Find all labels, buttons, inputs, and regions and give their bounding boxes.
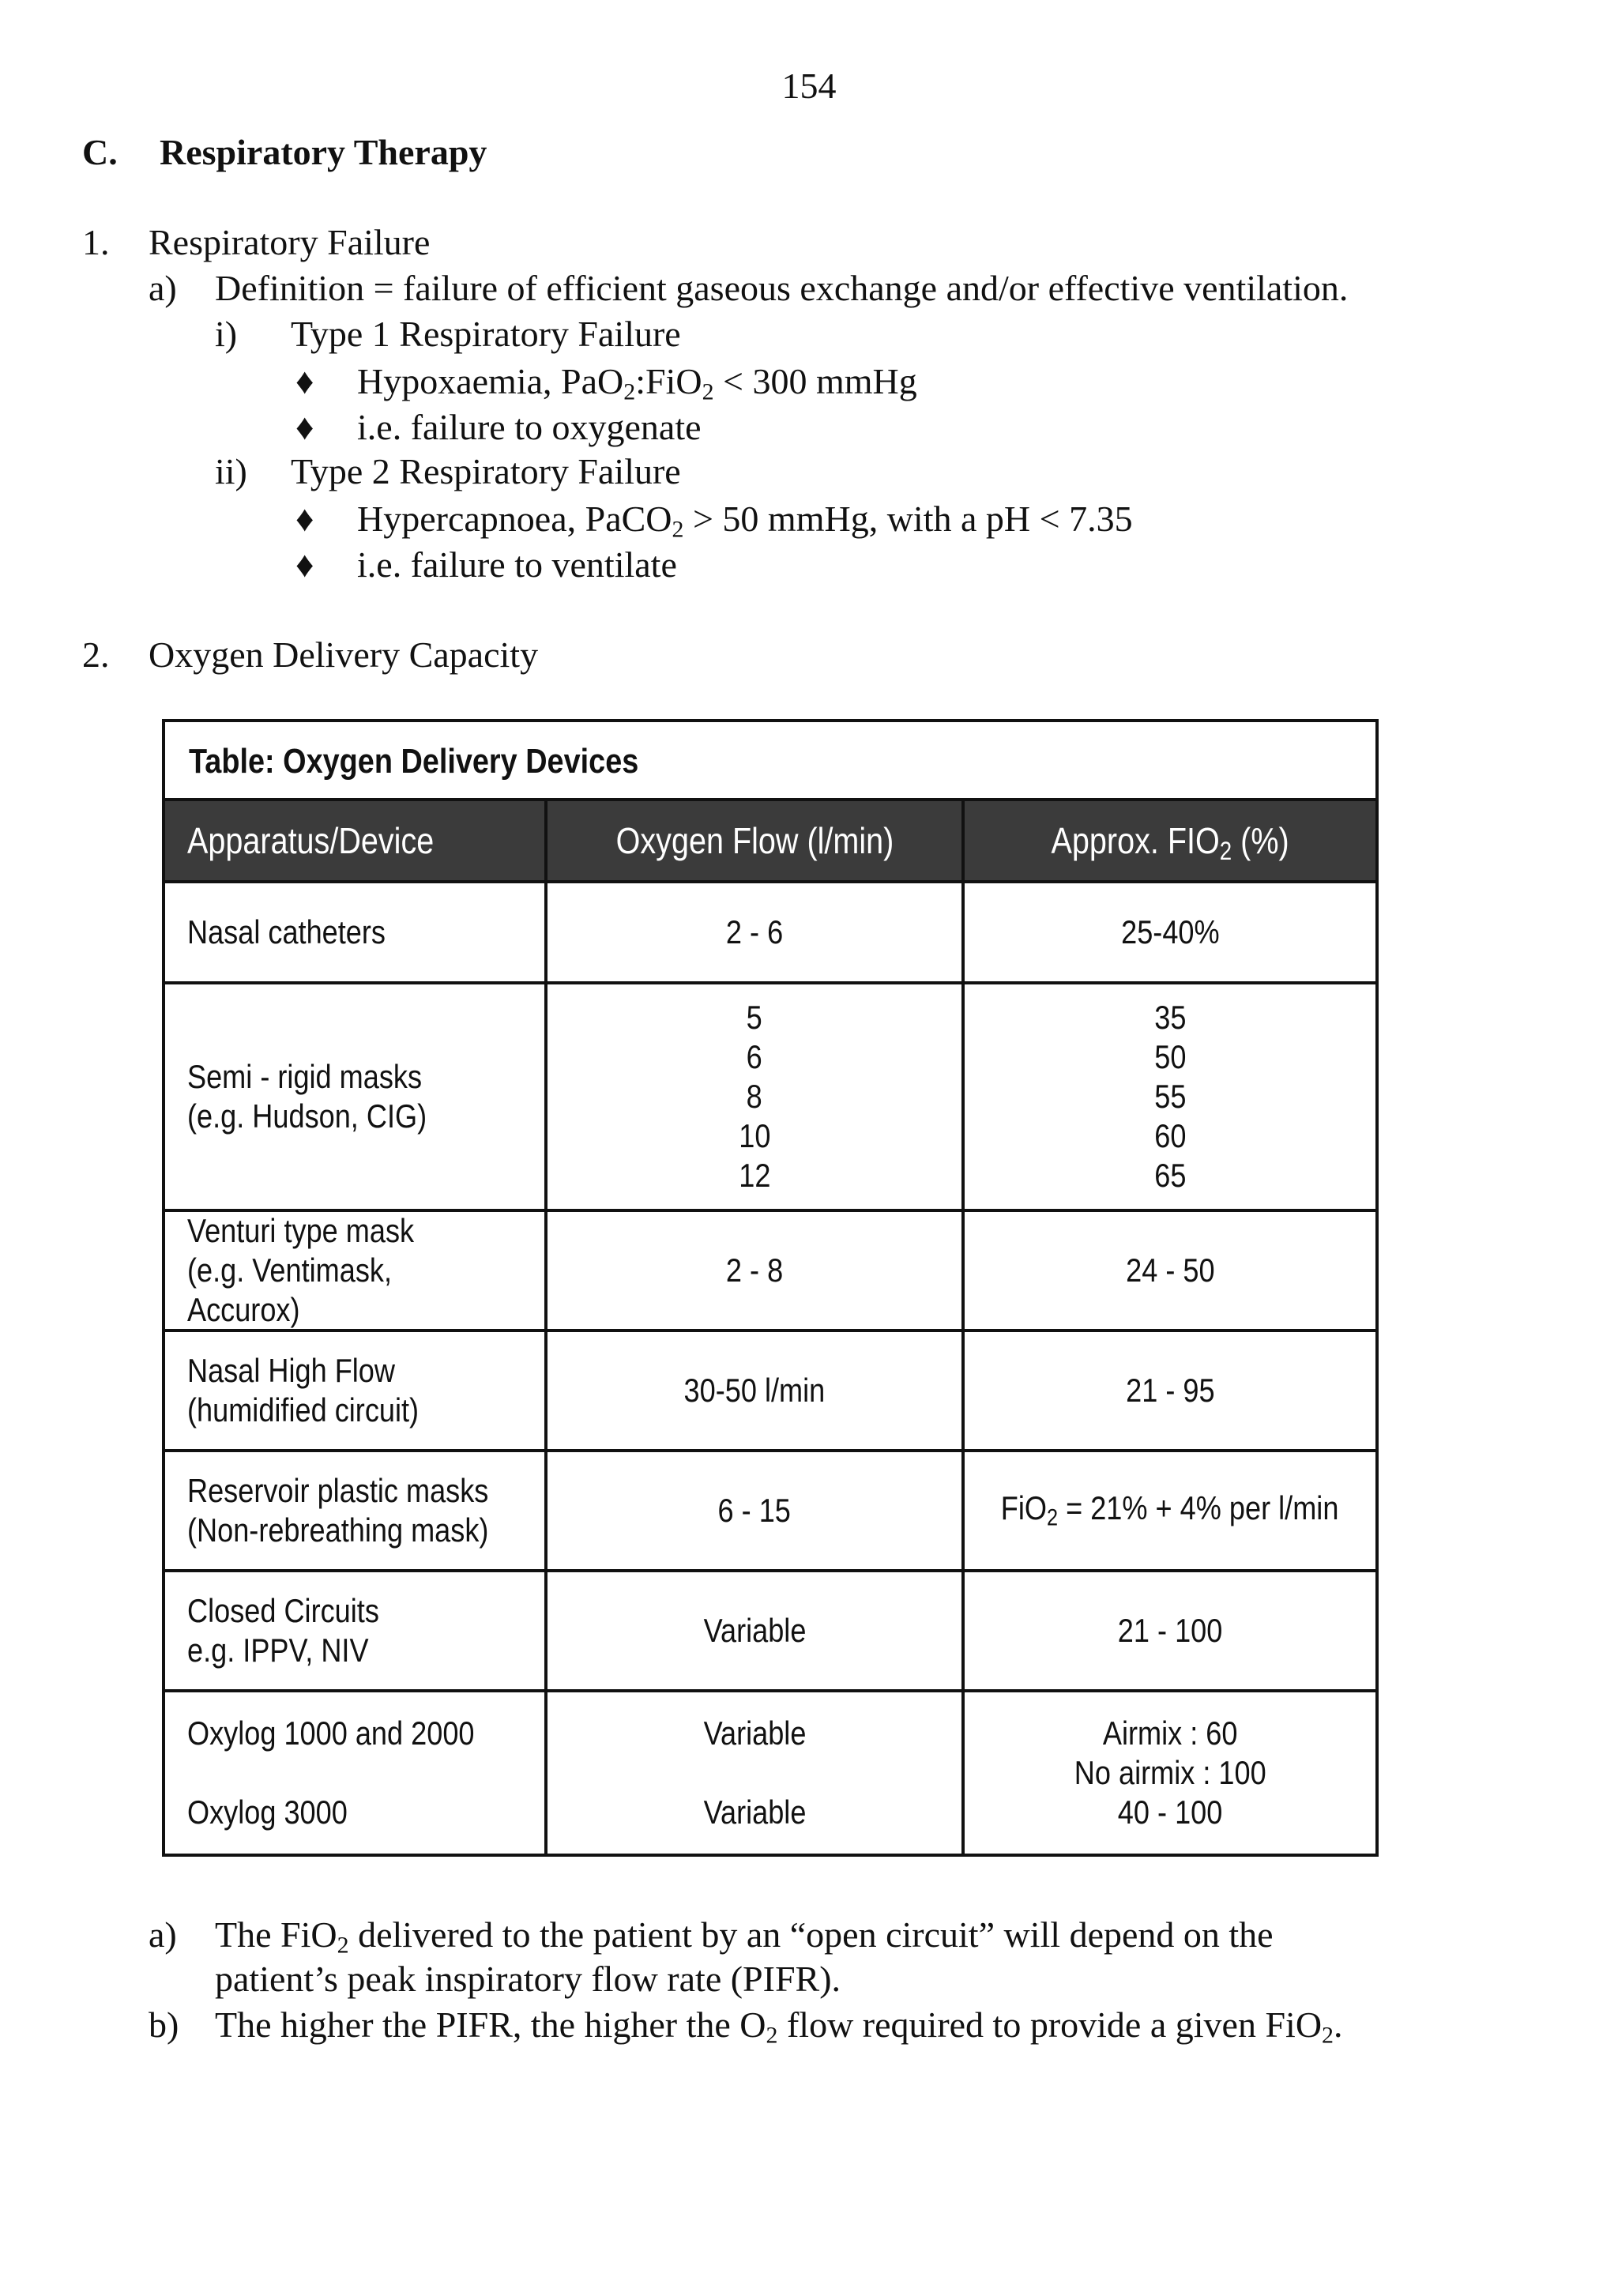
- type2-title: Type 2 Respiratory Failure: [291, 451, 681, 491]
- type2-label: ii): [215, 451, 247, 491]
- note-a-label: a): [149, 1914, 177, 1955]
- diamond-bullet-icon: ♦: [295, 361, 314, 401]
- item1-title: Respiratory Failure: [149, 222, 431, 262]
- type2-bullet2: ♦ i.e. failure to ventilate: [295, 542, 677, 588]
- type1-heading: [215, 311, 681, 357]
- section-title: Respiratory Therapy: [160, 132, 487, 172]
- table-row: Closed Circuits e.g. IPPV, NIV Variable 21 - 100: [187, 1592, 1223, 1669]
- table-row: Oxylog 1000 and 2000 Oxylog 3000 Variable Variable Airmix : 60 No airmix : 100 40 - 100: [187, 1714, 1266, 1831]
- table-header-row: [165, 801, 1375, 883]
- header-device: Apparatus/Device: [187, 820, 435, 861]
- section-heading: [82, 131, 487, 173]
- table-row: Nasal catheters 2 - 6 25-40%: [187, 913, 1220, 950]
- type1-bullet1: ♦ Hypoxaemia, PaO$_2$:FiO$_2$ < 300 mmHg: [295, 359, 917, 415]
- table-row: Semi - rigid masks (e.g. Hudson, CIG) 5 6 8 10 12 35 50 55 60 65: [187, 999, 1187, 1194]
- item1-definition: [149, 265, 1348, 311]
- header-flow: Oxygen Flow (l/min): [615, 820, 894, 861]
- page-number: 154: [781, 66, 837, 106]
- diamond-bullet-icon: ♦: [295, 544, 314, 585]
- item2-heading: [82, 632, 538, 678]
- item1-number: 1.: [82, 222, 110, 262]
- note-a: a) The FiO$_2$ delivered to the patient by an “open circuit” will depend on the: [149, 1912, 1274, 1968]
- item2-title: Oxygen Delivery Capacity: [149, 634, 539, 675]
- type1-bullet2: ♦ i.e. failure to oxygenate: [295, 405, 702, 450]
- definition-label: a): [149, 268, 177, 308]
- table-row: Nasal High Flow (humidified circuit) 30-50 l/min 21 - 95: [187, 1352, 1215, 1428]
- table-row: Venturi type mask (e.g. Ventimask, Accurox) 2 - 8 24 - 50: [187, 1212, 1215, 1328]
- note-a-continued: patient’s peak inspiratory flow rate (PIFR).: [215, 1959, 841, 1999]
- item1-heading: [82, 220, 430, 265]
- type1-label: i): [215, 314, 238, 354]
- table-row: Reservoir plastic masks (Non-rebreathing mask) 6 - 15 FiO$_2$ = 21% + 4% per l/min: [187, 1472, 1339, 1549]
- section-letter: C.: [82, 132, 118, 172]
- diamond-bullet-icon: ♦: [295, 499, 314, 539]
- header-fio2: Approx. $FIO_2$ (%): [1051, 820, 1289, 866]
- note-b-label: b): [149, 2004, 179, 2045]
- type2-bullet1: ♦ Hypercapnoea, PaCO$_2$ > 50 mmHg, with a pH < 7.35: [295, 496, 1133, 552]
- table-caption: Table: Oxygen Delivery Devices: [165, 722, 1375, 801]
- type2-heading: [215, 449, 681, 495]
- definition-text: Definition = failure of efficient gaseous exchange and/or effective ventilation.: [215, 268, 1349, 308]
- type1-title: Type 1 Respiratory Failure: [291, 314, 681, 354]
- item2-number: 2.: [82, 634, 110, 675]
- note-b: b) The higher the PIFR, the higher the $O_2$ flow required to provide a given FiO$_2$.: [149, 2002, 1343, 2058]
- oxygen-devices-table: [162, 719, 1379, 1857]
- diamond-bullet-icon: ♦: [295, 407, 314, 447]
